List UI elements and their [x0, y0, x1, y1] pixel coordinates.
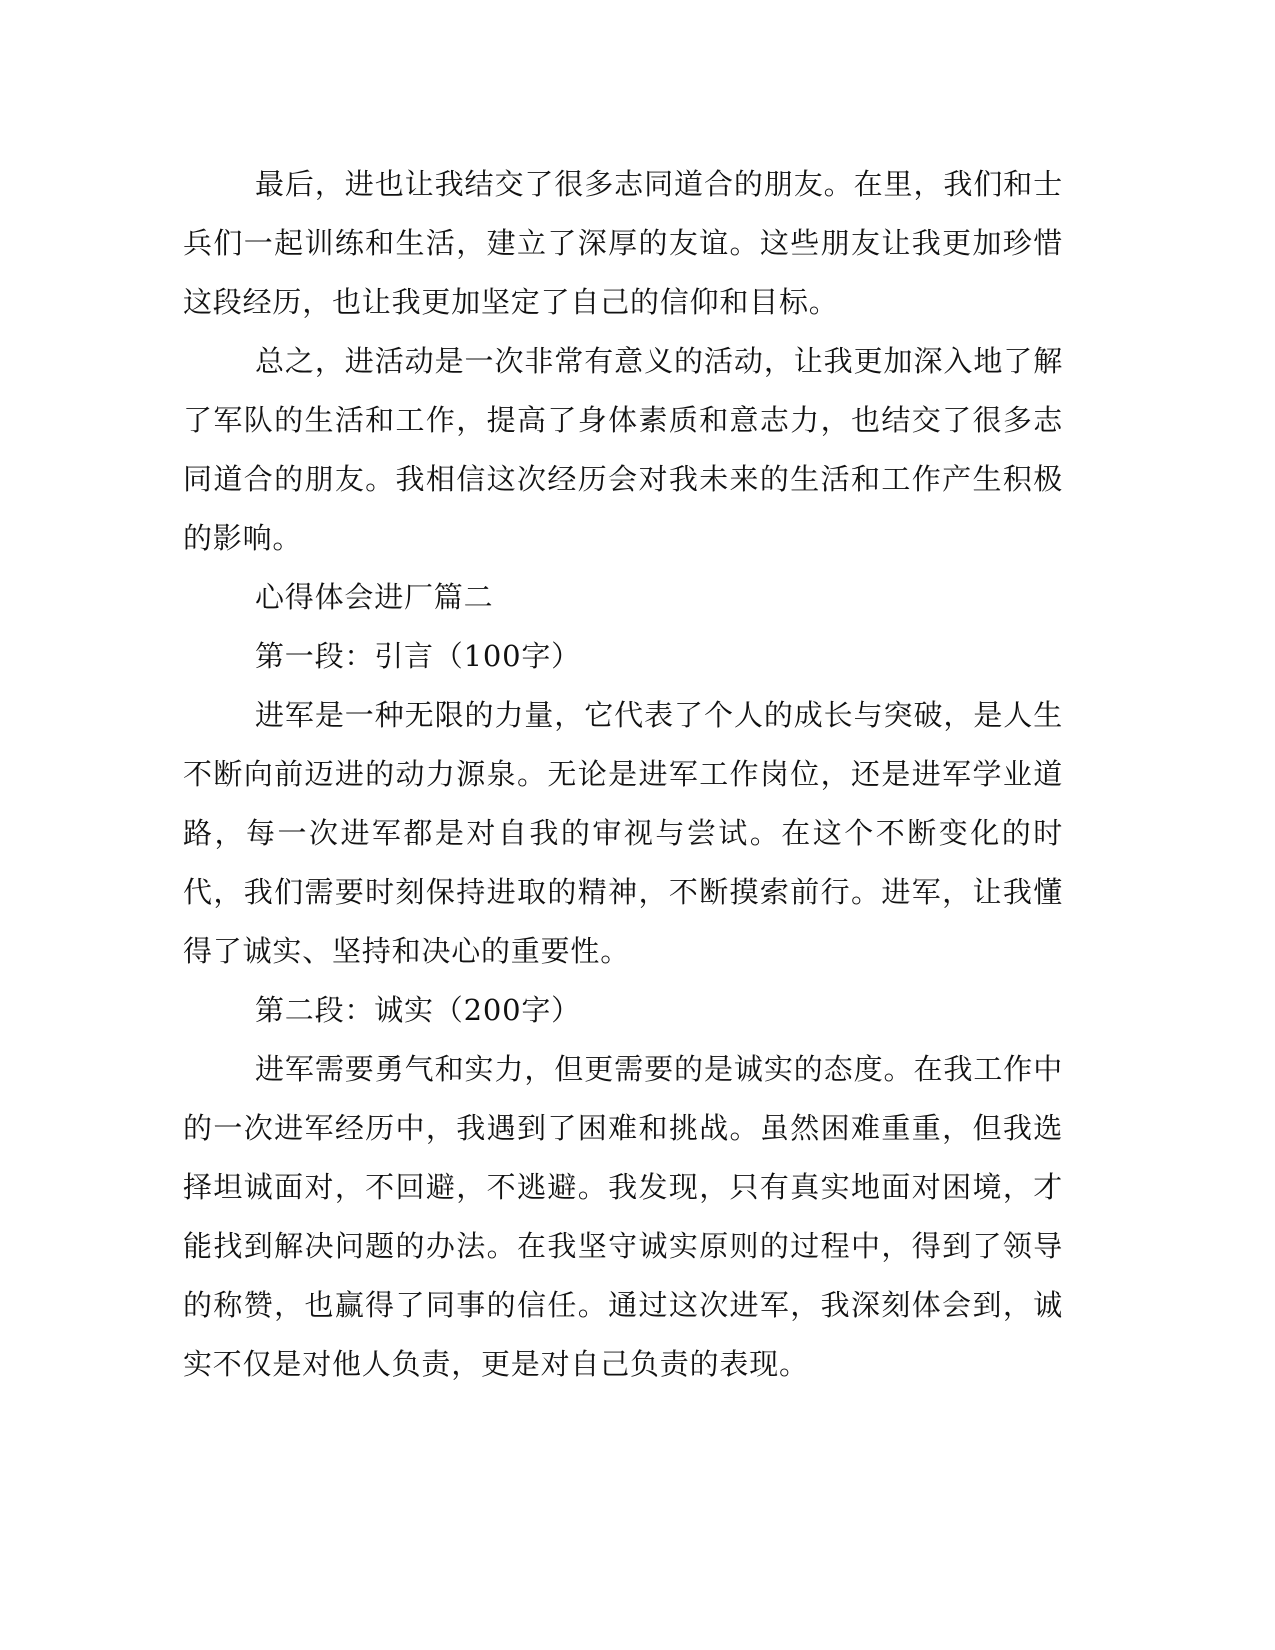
paragraph-friends: 最后，进也让我结交了很多志同道合的朋友。在里，我们和士兵们一起训练和生活，建立了深厚的友谊。这些朋友让我更加珍惜这段经历，也让我更加坚定了自己的信仰和目标。 — [183, 167, 1063, 319]
subheading-intro: 第一段：引言（100字） — [255, 639, 581, 673]
paragraph-honesty: 进军需要勇气和实力，但更需要的是诚实的态度。在我工作中的一次进军经历中，我遇到了困难和挑战。虽然困难重重，但我选择坦诚面对，不回避，不逃避。我发现，只有真实地面对困境，才能找到解决问题的办法。在我坚守诚实原则的过程中，得到了领导的称赞，也赢得了同事的信任。通过这次进军，我深刻体会到，诚实不仅是对他人负责，更是对自己负责的表现。 — [183, 1052, 1063, 1381]
paragraph-summary: 总之，进活动是一次非常有意义的活动，让我更加深入地了解了军队的生活和工作，提高了身体素质和意志力，也结交了很多志同道合的朋友。我相信这次经历会对我未来的生活和工作产生积极的影响。 — [183, 344, 1063, 555]
subheading-honesty: 第二段：诚实（200字） — [255, 993, 581, 1027]
section-title: 心得体会进厂篇二 — [255, 580, 494, 614]
paragraph-intro: 进军是一种无限的力量，它代表了个人的成长与突破，是人生不断向前迈进的动力源泉。无论是进军工作岗位，还是进军学业道路，每一次进军都是对自我的审视与尝试。在这个不断变化的时代，我们需要时刻保持进取的精神，不断摸索前行。进军，让我懂得了诚实、坚持和决心的重要性。 — [183, 698, 1063, 968]
document-body — [183, 155, 1063, 1394]
